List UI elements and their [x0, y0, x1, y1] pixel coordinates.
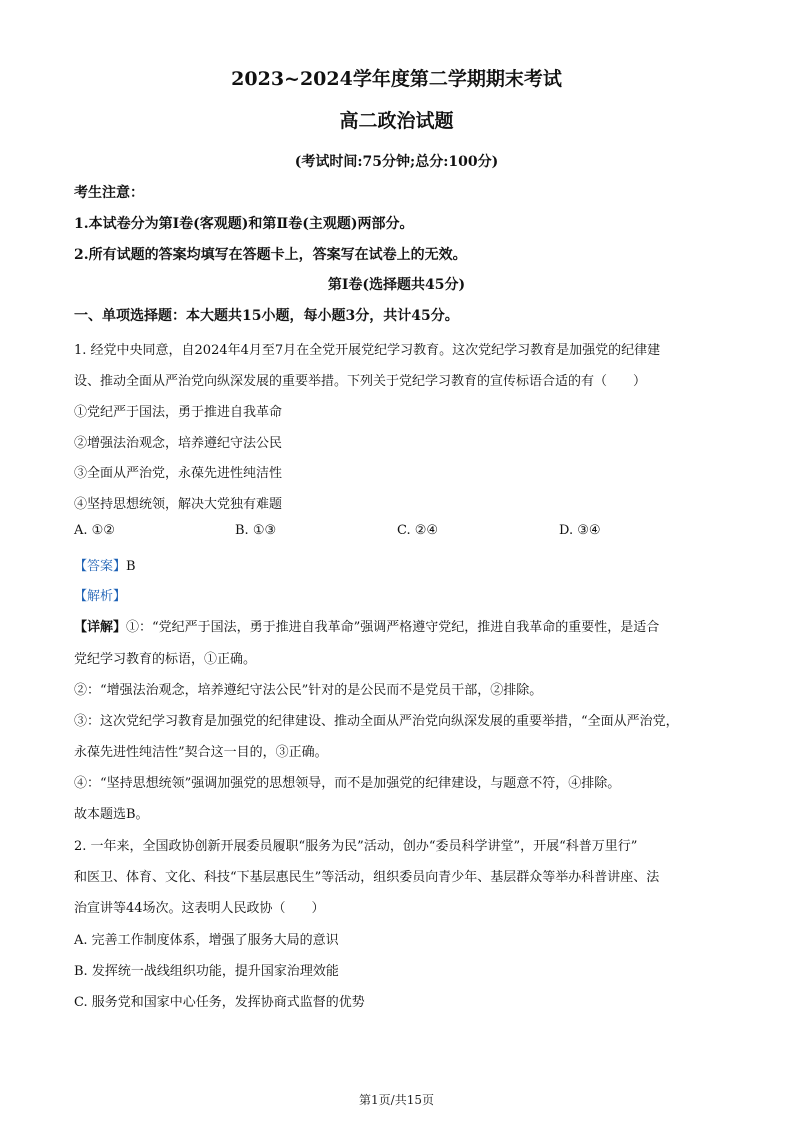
q2-option-c: C. 服务党和国家中心任务，发挥协商式监督的优势	[74, 995, 365, 1010]
q1-stem-line: 设、推动全面从严治党向纵深发展的重要举措。下列关于党纪学习教育的宣传标语合适的有（ ）	[74, 374, 647, 389]
page-footer: 第1页/共15页	[359, 1093, 434, 1107]
q1-option-d: D. ③④	[559, 523, 601, 538]
q1-item: ④坚持思想统领，解决大党独有难题	[74, 497, 283, 512]
answer-tag: 【答案】	[74, 559, 127, 574]
q1-stem-line: 1. 经党中央同意，自2024年4月至7月在全党开展党纪学习教育。这次党纪学习教育是加强党的纪律建	[74, 343, 661, 358]
part-heading: 一、单项选择题：本大题共15小题，每小题3分，共计45分。	[74, 308, 459, 324]
q1-item: ①党纪严于国法，勇于推进自我革命	[74, 405, 283, 420]
q1-detail-line: 永葆先进性纯洁性”契合这一目的，③正确。	[74, 745, 328, 760]
notice-heading: 考生注意：	[74, 185, 144, 201]
q1-detail-line: 党纪学习教育的标语，①正确。	[74, 652, 257, 667]
q2-option-b: B. 发挥统一战线组织功能，提升国家治理效能	[74, 964, 339, 979]
q2-option-a: A. 完善工作制度体系，增强了服务大局的意识	[74, 933, 339, 948]
q2-stem-line: 2. 一年来，全国政协创新开展委员履职“服务为民”活动，创办“委员科学讲堂”，开展“科普万里行”	[74, 839, 638, 854]
q1-detail-line: ④：“坚持思想统领”强调加强党的思想领导，而不是加强党的纪律建设，与题意不符，④排除。	[74, 776, 621, 791]
q1-option-b: B. ①③	[235, 523, 277, 538]
detail-text: ①：“党纪严于国法，勇于推进自我革命”强调严格遵守党纪，推进自我革命的重要性，是适合	[126, 620, 660, 635]
exam-title: 2023~2024学年度第二学期期末考试	[231, 68, 562, 90]
q1-item: ③全面从严治党，永葆先进性纯洁性	[74, 466, 283, 481]
answer-value: B	[126, 559, 136, 574]
q2-stem-line: 治宣讲等44场次。这表明人民政协（ ）	[74, 901, 325, 916]
detail-tag: 【详解】	[74, 620, 127, 635]
q1-detail-line	[74, 616, 659, 635]
q1-answer	[74, 555, 136, 574]
q1-item: ②增强法治观念，培养遵纪守法公民	[74, 436, 283, 451]
section-title: 第Ⅰ卷(选择题共45分)	[327, 277, 466, 293]
q1-detail-line: ②：“增强法治观念，培养遵纪守法公民”针对的是公民而不是党员干部，②排除。	[74, 683, 543, 698]
notice-item: 2.所有试题的答案均填写在答题卡上，答案写在试卷上的无效。	[74, 247, 467, 263]
q1-option-a: A. ①②	[74, 523, 115, 538]
exam-subtitle: 高二政治试题	[339, 110, 454, 132]
q1-option-c: C. ②④	[397, 523, 439, 538]
q1-conclusion: 故本题选B。	[74, 807, 149, 822]
q1-detail-line: ③：这次党纪学习教育是加强党的纪律建设、推动全面从严治党向纵深发展的重要举措，“全面从严治党，	[74, 714, 679, 729]
notice-item: 1.本试卷分为第Ⅰ卷(客观题)和第Ⅱ卷(主观题)两部分。	[74, 216, 414, 232]
q2-stem-line: 和医卫、体育、文化、科技“下基层惠民生”等活动，组织委员向青少年、基层群众等举办科普讲座、法	[74, 870, 660, 885]
exam-info: (考试时间:75分钟;总分:100分)	[294, 154, 499, 170]
analysis-tag: 【解析】	[74, 589, 127, 604]
